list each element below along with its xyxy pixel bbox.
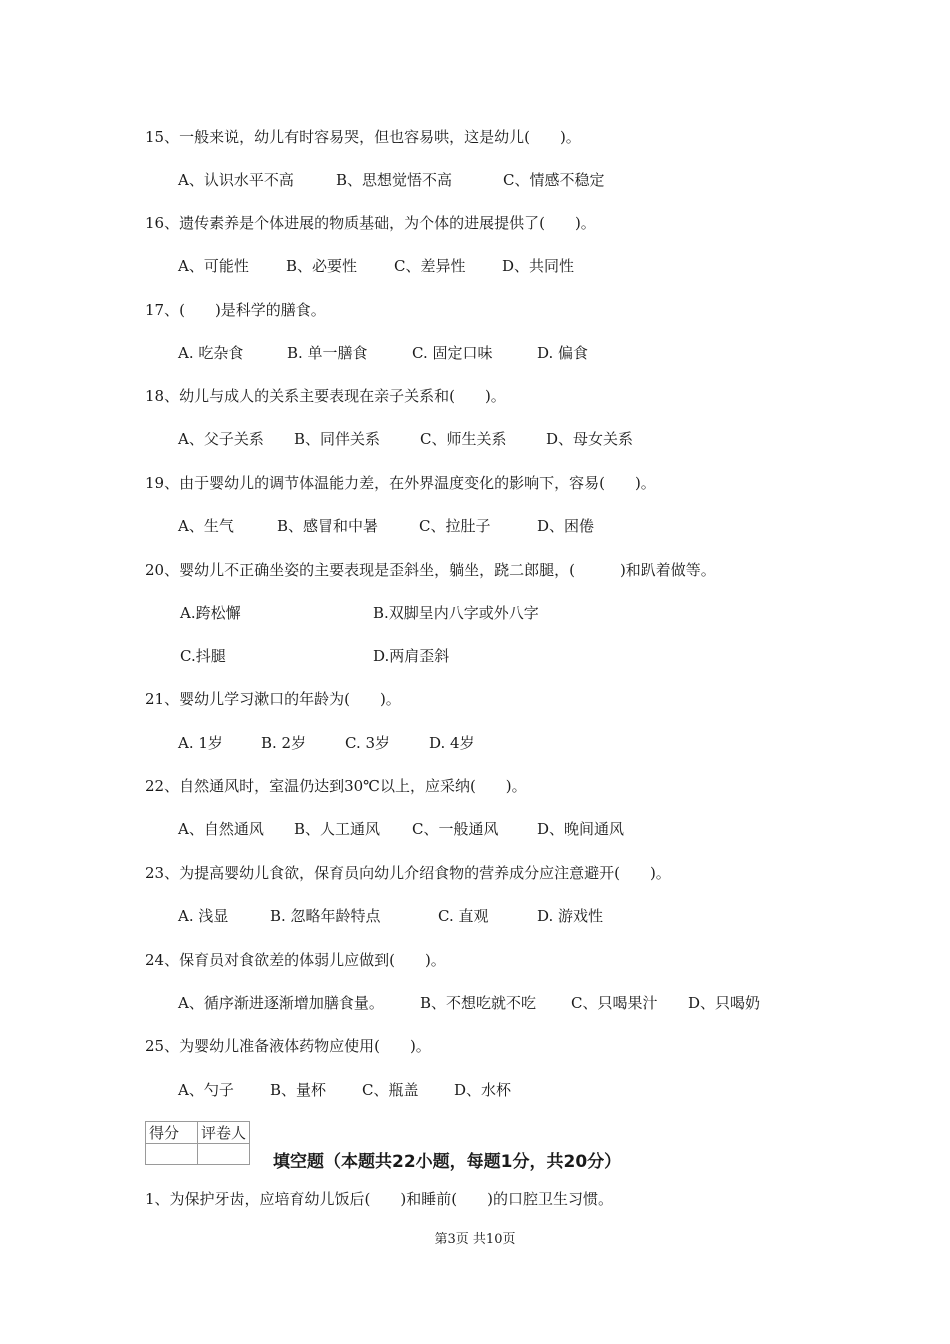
question-21: 21、婴幼儿学习漱口的年龄为( )。 — [145, 690, 401, 708]
option: C、一般通风 — [412, 820, 499, 838]
option: A、循序渐进逐渐增加膳食量。 — [178, 994, 384, 1012]
question-24: 24、保育员对食欲差的体弱儿应做到( )。 — [145, 951, 446, 969]
option: D. 偏食 — [537, 344, 589, 362]
option: B. 2岁 — [261, 734, 307, 752]
question-25: 25、为婴幼儿准备液体药物应使用( )。 — [145, 1037, 431, 1055]
option: A、勺子 — [178, 1081, 234, 1099]
option: C、差异性 — [394, 257, 466, 275]
question-22: 22、自然通风时，室温仍达到30℃以上，应采纳( )。 — [145, 777, 527, 795]
option: B. 单一膳食 — [287, 344, 368, 362]
option: D. 4岁 — [429, 734, 475, 752]
option: C、只喝果汁 — [571, 994, 658, 1012]
option: A、认识水平不高 — [178, 171, 294, 189]
question-20: 20、婴幼儿不正确坐姿的主要表现是歪斜坐，躺坐，跷二郎腿，( )和趴着做等。 — [145, 561, 716, 579]
option: D、共同性 — [502, 257, 575, 275]
option: B. 忽略年龄特点 — [270, 907, 381, 925]
option: C、情感不稳定 — [503, 171, 605, 189]
option: C、瓶盖 — [362, 1081, 419, 1099]
option: C、拉肚子 — [419, 517, 491, 535]
question-16: 16、遗传素养是个体进展的物质基础，为个体的进展提供了( )。 — [145, 214, 596, 232]
option: D、只喝奶 — [688, 994, 761, 1012]
option: D、水杯 — [454, 1081, 512, 1099]
fill-question-1: 1、为保护牙齿，应培育幼儿饭后( )和睡前( )的口腔卫生习惯。 — [145, 1190, 613, 1208]
option: C、师生关系 — [420, 430, 507, 448]
score-table — [145, 1121, 250, 1165]
option: B、同伴关系 — [294, 430, 381, 448]
section-title: 填空题（本题共22小题，每题1分，共20分） — [273, 1152, 622, 1172]
page-footer: 第3页 共10页 — [434, 1232, 516, 1247]
option: C. 直观 — [438, 907, 489, 925]
option: B、必要性 — [286, 257, 358, 275]
option: A、自然通风 — [178, 820, 264, 838]
question-15: 15、一般来说，幼儿有时容易哭，但也容易哄，这是幼儿( )。 — [145, 128, 581, 146]
question-19: 19、由于婴幼儿的调节体温能力差，在外界温度变化的影响下，容易( )。 — [145, 474, 656, 492]
option: D、困倦 — [537, 517, 595, 535]
option: D、晚间通风 — [537, 820, 625, 838]
option: B、思想觉悟不高 — [336, 171, 453, 189]
option: A.跨松懈 — [180, 604, 241, 622]
option: A. 浅显 — [178, 907, 229, 925]
option: D、母女关系 — [546, 430, 634, 448]
option: A. 1岁 — [178, 734, 223, 752]
option: B.双脚呈内八字或外八字 — [373, 604, 539, 622]
option: C. 3岁 — [345, 734, 391, 752]
option: B、感冒和中暑 — [277, 517, 379, 535]
option: A、生气 — [178, 517, 234, 535]
option: B、人工通风 — [294, 820, 381, 838]
question-18: 18、幼儿与成人的关系主要表现在亲子关系和( )。 — [145, 387, 506, 405]
grader-label: 评卷人 — [198, 1122, 250, 1144]
grader-cell[interactable] — [198, 1144, 250, 1165]
option: D.两肩歪斜 — [373, 647, 450, 665]
question-23: 23、为提高婴幼儿食欲，保育员向幼儿介绍食物的营养成分应注意避开( )。 — [145, 864, 671, 882]
option: C.抖腿 — [180, 647, 226, 665]
option: D. 游戏性 — [537, 907, 604, 925]
option: A. 吃杂食 — [178, 344, 244, 362]
option: A、可能性 — [178, 257, 249, 275]
option: A、父子关系 — [178, 430, 264, 448]
option: B、量杯 — [270, 1081, 327, 1099]
score-label: 得分 — [146, 1122, 198, 1144]
option: B、不想吃就不吃 — [420, 994, 537, 1012]
option: C. 固定口味 — [412, 344, 493, 362]
question-17: 17、( )是科学的膳食。 — [145, 301, 326, 319]
score-cell[interactable] — [146, 1144, 198, 1165]
